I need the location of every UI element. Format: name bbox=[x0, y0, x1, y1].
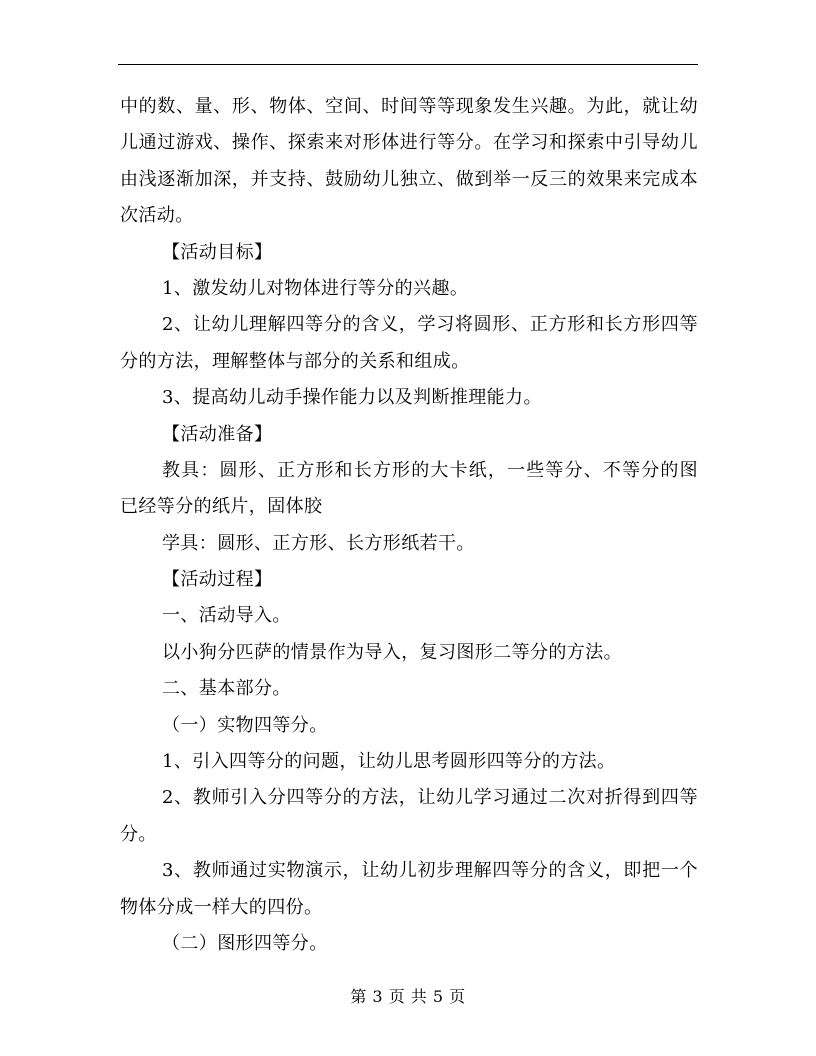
text-line: 2、教师引入分四等分的方法，让幼儿学习通过二次对折得到四等 bbox=[162, 787, 698, 809]
paragraph bbox=[120, 780, 698, 853]
paragraph bbox=[120, 708, 698, 744]
text-line: （一）实物四等分。 bbox=[162, 714, 328, 736]
paragraph bbox=[120, 926, 698, 962]
text-line: 【活动过程】 bbox=[162, 569, 273, 591]
header-rule bbox=[118, 64, 698, 65]
text-line: 学具：圆形、正方形、长方形纸若干。 bbox=[162, 532, 475, 554]
text-line: 次活动。 bbox=[120, 205, 194, 227]
paragraph bbox=[120, 744, 698, 780]
text-line: 【活动目标】 bbox=[162, 241, 273, 263]
text-line: 中的数、量、形、物体、空间、时间等等现象发生兴趣。为此，就让幼 bbox=[120, 96, 698, 117]
text-line: 已经等分的纸片，固体胶 bbox=[120, 496, 323, 518]
text-line: 儿通过游戏、操作、探索来对形体进行等分。在学习和探索中引导幼儿 bbox=[120, 132, 698, 154]
paragraph bbox=[120, 671, 698, 707]
text-line: 分。 bbox=[120, 823, 157, 845]
paragraph bbox=[120, 635, 698, 671]
paragraph bbox=[120, 89, 698, 235]
text-line: 1、引入四等分的问题，让幼儿思考圆形四等分的方法。 bbox=[162, 751, 616, 773]
document-body bbox=[120, 89, 698, 962]
paragraph bbox=[120, 271, 698, 307]
paragraph bbox=[120, 526, 698, 562]
text-line: 由浅逐渐加深，并支持、鼓励幼儿独立、做到举一反三的效果来完成本 bbox=[120, 168, 698, 190]
text-line: 3、教师通过实物演示，让幼儿初步理解四等分的含义，即把一个 bbox=[162, 860, 698, 882]
text-line: 二、基本部分。 bbox=[162, 678, 291, 700]
paragraph bbox=[120, 853, 698, 926]
text-line: 3、提高幼儿动手操作能力以及判断推理能力。 bbox=[162, 387, 542, 409]
text-line: 以小狗分匹萨的情景作为导入，复习图形二等分的方法。 bbox=[162, 641, 622, 663]
paragraph bbox=[120, 307, 698, 380]
page-number-label: 第 3 页 共 5 页 bbox=[350, 987, 466, 1006]
paragraph bbox=[120, 598, 698, 634]
text-line: 教具：圆形、正方形和长方形的大卡纸，一些等分、不等分的图 bbox=[162, 459, 698, 481]
page-footer bbox=[0, 985, 816, 1009]
text-line: 1、激发幼儿对物体进行等分的兴趣。 bbox=[162, 277, 469, 299]
text-line: （二）图形四等分。 bbox=[162, 932, 328, 954]
text-line: 物体分成一样大的四份。 bbox=[120, 896, 323, 918]
text-line: 2、让幼儿理解四等分的含义，学习将圆形、正方形和长方形四等 bbox=[162, 314, 698, 336]
text-line: 【活动准备】 bbox=[162, 423, 273, 445]
paragraph bbox=[120, 235, 698, 271]
paragraph bbox=[120, 562, 698, 598]
paragraph bbox=[120, 453, 698, 526]
text-line: 一、活动导入。 bbox=[162, 605, 291, 627]
text-line: 分的方法，理解整体与部分的关系和组成。 bbox=[120, 350, 470, 372]
paragraph bbox=[120, 417, 698, 453]
paragraph bbox=[120, 380, 698, 416]
